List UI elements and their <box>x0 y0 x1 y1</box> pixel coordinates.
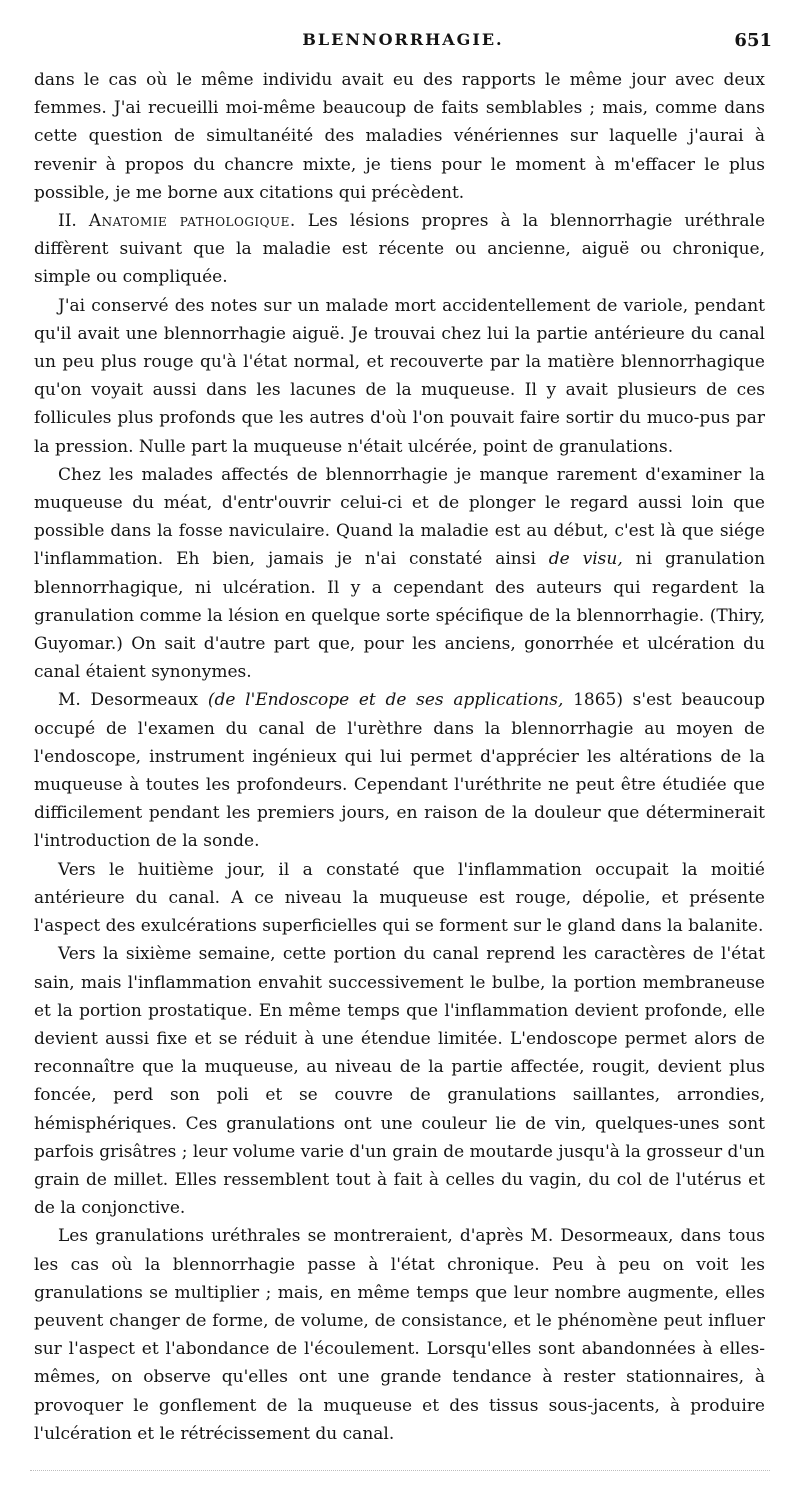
paragraph-text: 1865) s'est beaucoup occupé de l'examen du canal de l'urèthre dans la blennorrhagie au moyen de l'endoscope, instrument ingénieux qui lui permet d'apprécier les altérations de la muqueuse à toutes les profondeurs. Cependant l'uréthrite ne peut être étudiée que difficilement pendant les premiers jours, en raison de la douleur que déterminerait l'introduction de la sonde. <box>34 690 766 852</box>
paragraph <box>34 940 765 1222</box>
paragraph-text: M. Desormeaux <box>58 690 199 711</box>
italic-citation: (de l'Endoscope et de ses applications, <box>207 690 564 711</box>
paragraph <box>34 461 765 687</box>
section-anatomie-pathologique <box>34 207 765 292</box>
paragraph-continuation <box>34 66 765 207</box>
paragraph-text: dans le cas où le même individu avait eu des rapports le même jour avec deux femmes. J'ai recueilli moi-même beaucoup de faits semblables ; mais, comme dans cette question de simultanéité des maladies vénériennes sur laquelle j'aurai à revenir à propos du chancre mixte, je tiens pour le moment à m'effacer le plus possible, je me borne aux citations qui précèdent. <box>34 70 765 203</box>
paragraph-text: J'ai conservé des notes sur un malade mort accidentellement de variole, pendant qu'il avait une blennorrhagie aiguë. Je trouvai chez lui la partie antérieure du canal un peu plus rouge qu'à l'état normal, et recouverte par la matière blennorrhagique qu'on voyait aussi dans les lacunes de la muqueuse. Il y avait plusieurs de ces follicules plus profonds que les autres d'où l'on pouvait faire sortir du muco-pus par la pression. Nulle part la muqueuse n'était ulcérée, point de granulations. <box>34 295 765 457</box>
page-number: 651 <box>734 30 772 51</box>
section-heading: Anatomie pathologique. <box>88 211 296 232</box>
paragraph-text: Vers le huitième jour, il a constaté que l'inflammation occupait la moitié antérieure du canal. A ce niveau la muqueuse est rouge, dépolie, et présente l'aspect des exulcérations superficielles qui se forment sur le gland dans la balanite. <box>34 859 765 937</box>
paragraph-text: ni granulation blennorrhagique, ni ulcération. Il y a cependant des auteurs qui regardent la granulation comme la lésion en quelque sorte spécifique de la blennorrhagie. (Thiry, Guyomar.) On sait d'autre part que, pour les anciens, gonorrhée et ulcération du canal étaient synonymes. <box>34 549 766 683</box>
italic-phrase: de visu, <box>548 549 623 570</box>
paragraph <box>34 1222 765 1448</box>
running-title: BLENNORRHAGIE. <box>302 30 504 49</box>
section-number: II. <box>58 211 77 232</box>
paragraph-text: Chez les malades affectés de blennorrhagie je manque rarement d'examiner la muqueuse du méat, d'entr'ouvrir celui-ci et de plonger le regard aussi loin que possible dans la fosse naviculaire. Quand la maladie est au début, c'est là que siége l'inflammation. Eh bien, jamais je n'ai constaté ainsi <box>34 464 765 570</box>
paragraph-text: Vers la sixième semaine, cette portion du canal reprend les caractères de l'état sain, mais l'inflammation envahit successivement le bulbe, la portion membraneuse et la portion prostatique. En même temps que l'inflammation devient profonde, elle devient aussi fixe et se réduit à une étendue limitée. L'endoscope permet alors de reconnaître que la muqueuse, au niveau de la partie affectée, rougit, devient plus foncée, perd son poli et se couvre de granulations saillantes, arrondies, hémisphériques. Ces granulations ont une couleur lie de vin, quelques-unes sont parfois grisâtres ; leur volume varie d'un grain de moutarde jusqu'à la grosseur d'un grain de millet. Elles ressemblent tout à fait à celles du vagin, du col de l'utérus et de la conjonctive. <box>34 944 765 1219</box>
page-header <box>34 30 772 60</box>
paragraph-text: Les granulations uréthrales se montreraient, d'après M. Desormeaux, dans tous les cas où la blennorrhagie passe à l'état chronique. Peu à peu on voit les granulations se multiplier ; mais, en même temps que leur nombre augmente, elles peuvent changer de forme, de volume, de consistance, et le phénomène peut influer sur l'aspect et l'abondance de l'écoulement. Lorsqu'elles sont abandonnées à elles-mêmes, on observe qu'elles ont une grande tendance à rester stationnaires, à provoquer le gonflement de la muqueuse et des tissus sous-jacents, à produire l'ulcération et le rétrécissement du canal. <box>34 1226 765 1444</box>
paragraph <box>34 856 765 941</box>
paragraph <box>34 686 765 855</box>
page-body <box>34 66 765 1448</box>
paragraph <box>34 292 765 461</box>
paragraph-text: Les lésions propres à la blennorrhagie uréthrale diffèrent suivant que la maladie est récente ou ancienne, aiguë ou chronique, simple ou compliquée. <box>34 211 766 288</box>
footer-dotted-rule <box>30 1470 770 1471</box>
